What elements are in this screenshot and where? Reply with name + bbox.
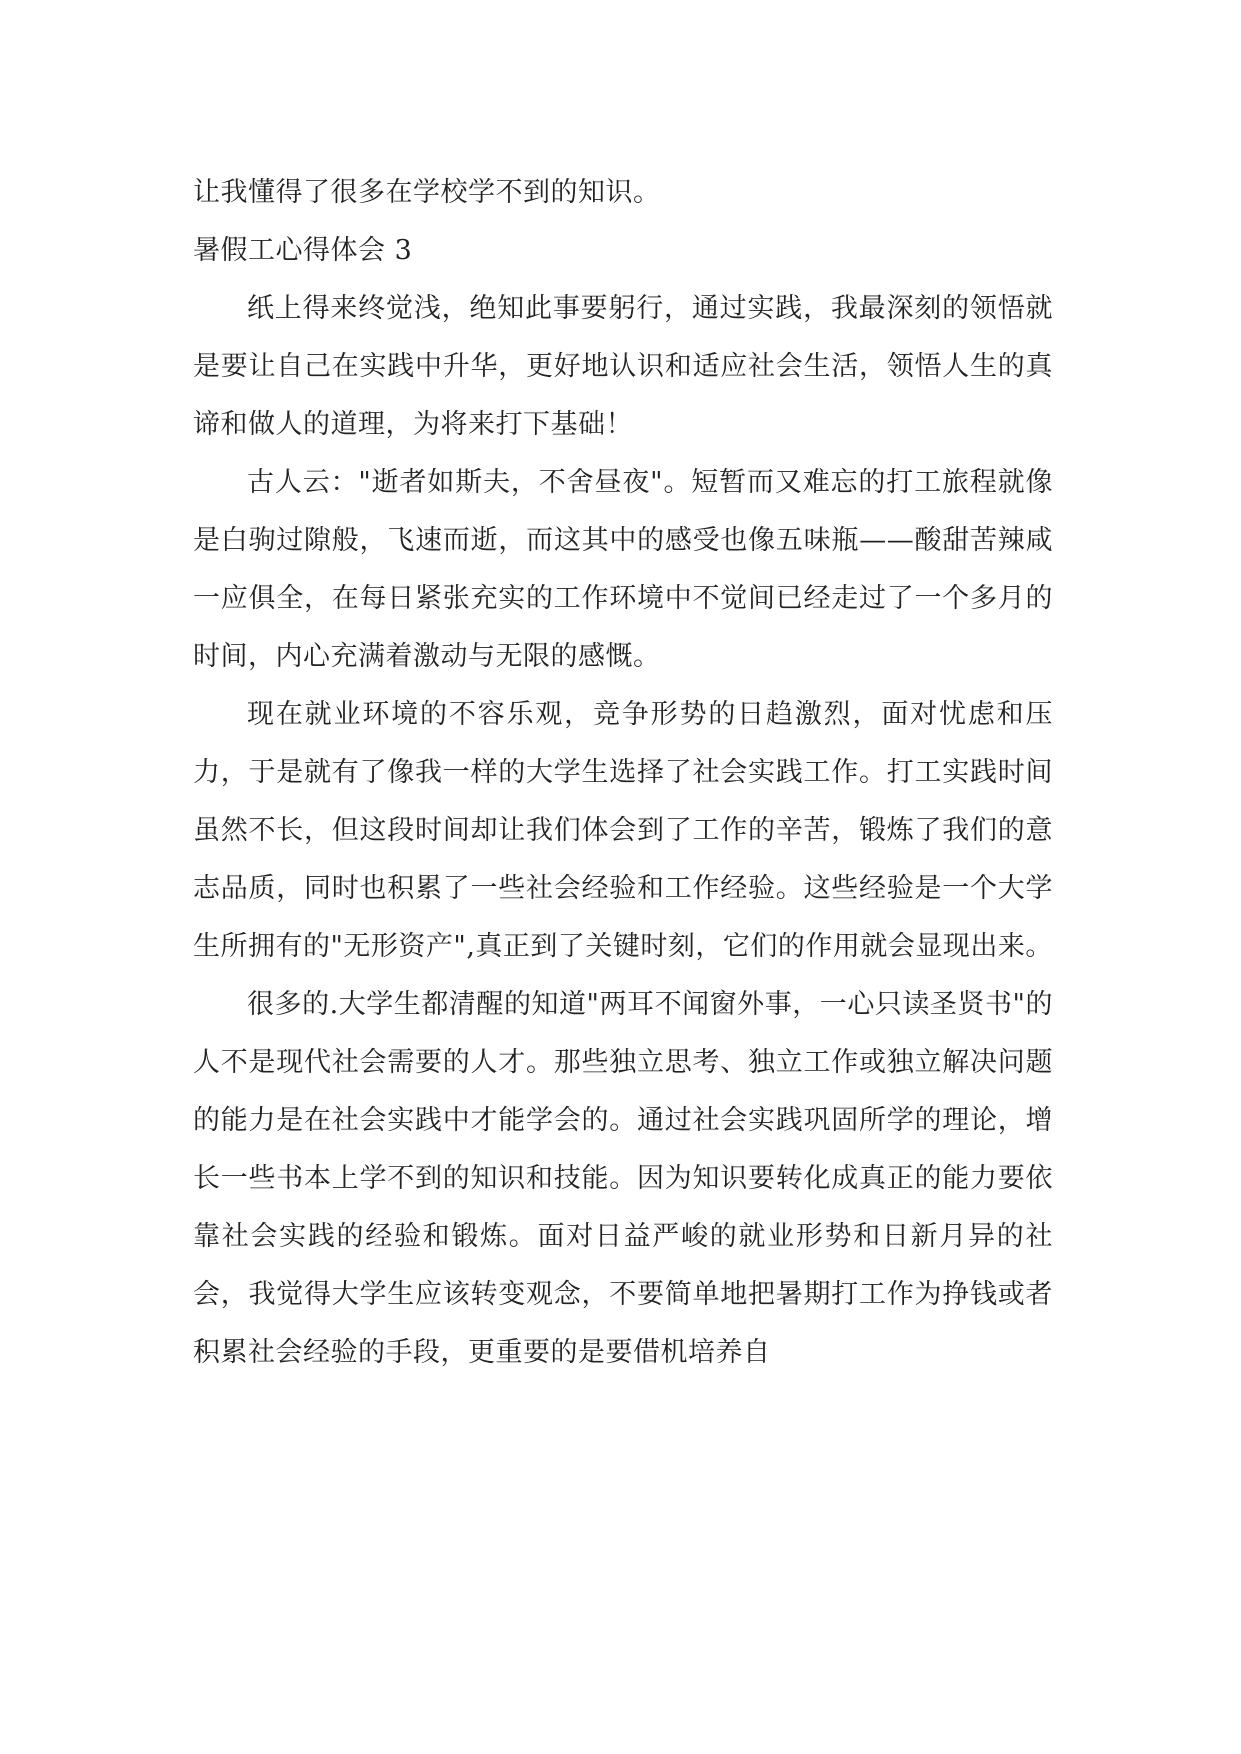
paragraph-3: 现在就业环境的不容乐观，竞争形势的日趋激烈，面对忧虑和压力，于是就有了像我一样的大学生选择了社会实践工作。打工实践时间虽然不长，但这段时间却让我们体会到了工作的辛苦，锻炼了我们的意志品质，同时也积累了一些社会经验和工作经验。这些经验是一个大学生所拥有的"无形资产",真正到了关键时刻，它们的作用就会显现出来。 xyxy=(193,699,1053,962)
paragraph-1: 纸上得来终觉浅，绝知此事要躬行，通过实践，我最深刻的领悟就是要让自己在实践中升华，更好地认识和适应社会生活，领悟人生的真谛和做人的道理，为将来打下基础！ xyxy=(193,293,1053,440)
intro-line: 让我懂得了很多在学校学不到的知识。 xyxy=(193,177,661,208)
paragraph-2: 古人云："逝者如斯夫，不舍昼夜"。短暂而又难忘的打工旅程就像是白驹过隙般，飞速而逝，而这其中的感受也像五味瓶——酸甜苦辣咸一应俱全，在每日紧张充实的工作环境中不觉间已经走过了一个多月的时间，内心充满着激动与无限的感慨。 xyxy=(193,467,1053,672)
paragraph-4: 很多的.大学生都清醒的知道"两耳不闻窗外事，一心只读圣贤书"的人不是现代社会需要的人才。那些独立思考、独立工作或独立解决问题的能力是在社会实践中才能学会的。通过社会实践巩固所学的理论，增长一些书本上学不到的知识和技能。因为知识要转化成真正的能力要依靠社会实践的经验和锻炼。面对日益严峻的就业形势和日新月异的社会，我觉得大学生应该转变观念，不要简单地把暑期打工作为挣钱或者积累社会经验的手段，更重要的是要借机培养自 xyxy=(193,989,1053,1368)
document-body xyxy=(193,164,1053,1382)
section-title: 暑假工心得体会 3 xyxy=(193,235,413,266)
